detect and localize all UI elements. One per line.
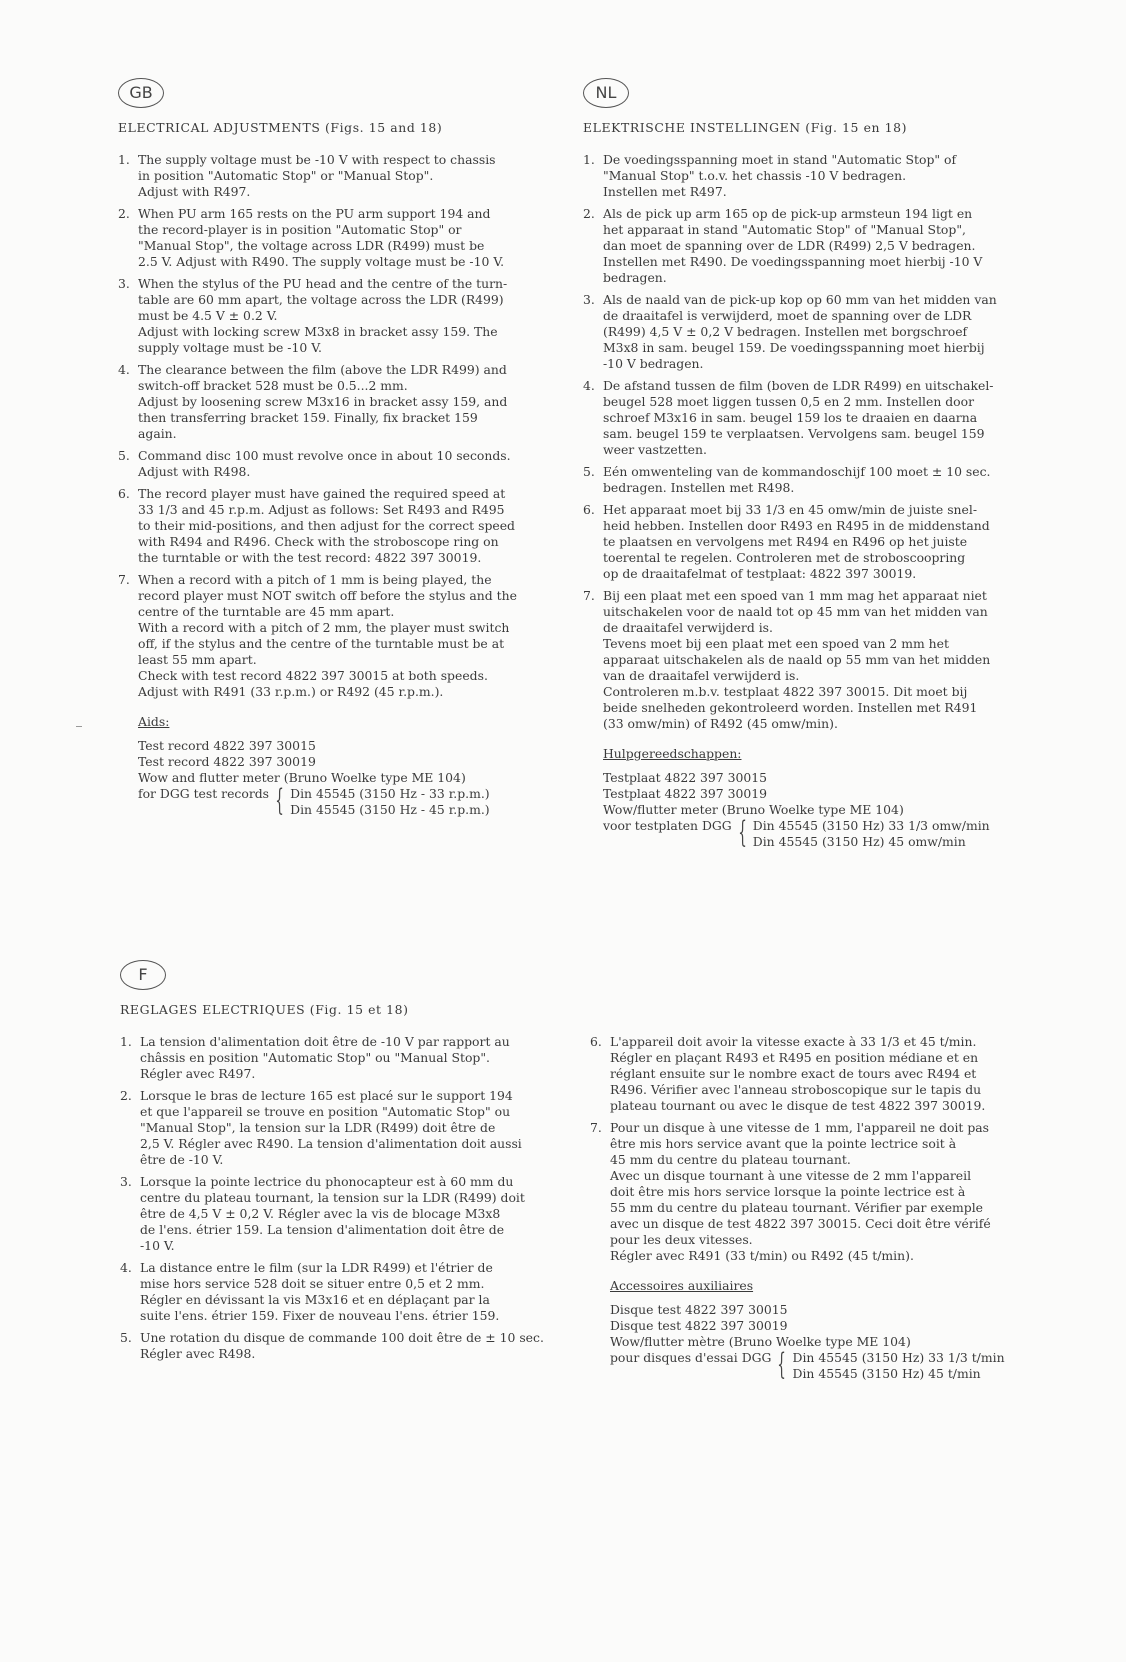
step-line: Check with test record 4822 397 30015 at both speeds. xyxy=(138,668,488,683)
step-line: Het apparaat moet bij 33 1/3 en 45 omw/min de juiste snel- xyxy=(603,502,978,517)
step-line: Controleren m.b.v. testplaat 4822 397 30015. Dit moet bij xyxy=(603,684,968,699)
step-line: de draaitafel is verwijderd, moet de spanning over de LDR xyxy=(603,308,972,323)
f-language-badge: F xyxy=(120,960,166,990)
step-item xyxy=(583,464,1023,496)
step-item xyxy=(583,588,1023,732)
aids-brace-item: Din 45545 (3150 Hz) 33 1/3 omw/min xyxy=(752,818,990,833)
step-line: When the stylus of the PU head and the centre of the turn- xyxy=(138,276,508,291)
step-line: -10 V. xyxy=(140,1238,175,1253)
step-line: 45 mm du centre du plateau tournant. xyxy=(610,1152,851,1167)
f-heading: REGLAGES ELECTRIQUES (Fig. 15 et 18) xyxy=(120,1002,409,1017)
aids-line: Test record 4822 397 30015 xyxy=(138,738,316,753)
step-line: toerental te regelen. Controleren met de stroboscoopring xyxy=(603,550,966,565)
gb-aids xyxy=(118,738,578,818)
step-number: 5. xyxy=(583,464,595,479)
step-line: M3x8 in sam. beugel 159. De voedingsspanning moet hierbij xyxy=(603,340,985,355)
step-line: doit être mis hors service lorsque la pointe lectrice est à xyxy=(610,1184,966,1199)
step-line: op de draaitafelmat of testplaat: 4822 397 30019. xyxy=(603,566,917,581)
step-item xyxy=(118,362,578,442)
aids-brace-item: Din 45545 (3150 Hz) 33 1/3 t/min xyxy=(792,1350,1005,1365)
gb-section xyxy=(118,78,578,818)
step-line: "Manual Stop" t.o.v. het chassis -10 V bedragen. xyxy=(603,168,907,183)
step-line: mise hors service 528 doit se situer entre 0,5 et 2 mm. xyxy=(140,1276,485,1291)
aids-brace-item: Din 45545 (3150 Hz - 45 r.p.m.) xyxy=(290,802,490,817)
nl-section xyxy=(583,78,1023,850)
margin-mark xyxy=(76,726,82,727)
step-line: Une rotation du disque de commande 100 doit être de ± 10 sec. xyxy=(140,1330,544,1345)
aids-brace-items xyxy=(753,818,990,850)
step-item xyxy=(590,1034,1030,1114)
aids-line: Testplaat 4822 397 30015 xyxy=(603,770,768,785)
step-line: het apparaat in stand "Automatic Stop" of "Manual Stop", xyxy=(603,222,966,237)
step-item xyxy=(118,206,578,270)
step-line: centre of the turntable are 45 mm apart. xyxy=(138,604,395,619)
step-number: 1. xyxy=(583,152,595,167)
step-line: to their mid-positions, and then adjust for the correct speed xyxy=(138,518,515,533)
step-line: Als de naald van de pick-up kop op 60 mm van het midden van xyxy=(603,292,997,307)
step-line: "Manual Stop", the voltage across LDR (R499) must be xyxy=(138,238,485,253)
step-line: Régler avec R491 (33 t/min) ou R492 (45 t/min). xyxy=(610,1248,914,1263)
step-line: te plaatsen en vervolgens met R494 en R496 op het juiste xyxy=(603,534,968,549)
f-section xyxy=(120,960,580,1368)
step-line: supply voltage must be -10 V. xyxy=(138,340,322,355)
step-number: 6. xyxy=(118,486,130,501)
step-number: 2. xyxy=(583,206,595,221)
f-steps-list-left xyxy=(120,1034,580,1362)
step-line: L'appareil doit avoir la vitesse exacte à 33 1/3 et 45 t/min. xyxy=(610,1034,977,1049)
step-line: again. xyxy=(138,426,177,441)
step-line: apparaat uitschakelen als de naald op 55 mm van het midden xyxy=(603,652,991,667)
nl-steps-list xyxy=(583,152,1023,732)
gb-heading: ELECTRICAL ADJUSTMENTS (Figs. 15 and 18) xyxy=(118,120,443,135)
step-item xyxy=(583,152,1023,200)
aids-brace-item: Din 45545 (3150 Hz - 33 r.p.m.) xyxy=(290,786,490,801)
gb-aids-title: Aids: xyxy=(138,714,170,729)
step-line: de l'ens. étrier 159. La tension d'alimentation doit être de xyxy=(140,1222,505,1237)
step-line: the turntable or with the test record: 4822 397 30019. xyxy=(138,550,482,565)
step-line: dan moet de spanning over de LDR (R499) 2,5 V bedragen. xyxy=(603,238,976,253)
step-line: the record-player is in position "Automatic Stop" or xyxy=(138,222,462,237)
step-number: 3. xyxy=(120,1174,132,1189)
aids-brace-item: Din 45545 (3150 Hz) 45 t/min xyxy=(792,1366,981,1381)
step-line: With a record with a pitch of 2 mm, the player must switch xyxy=(138,620,510,635)
aids-brace-items xyxy=(290,786,489,818)
step-line: then transferring bracket 159. Finally, fix bracket 159 xyxy=(138,410,478,425)
f-aids-title: Accessoires auxiliaires xyxy=(610,1278,754,1293)
step-line: Adjust with R498. xyxy=(138,464,251,479)
step-line: heid hebben. Instellen door R493 en R495 in de middenstand xyxy=(603,518,990,533)
step-line: être mis hors service avant que la pointe lectrice soit à xyxy=(610,1136,957,1151)
aids-line: Testplaat 4822 397 30019 xyxy=(603,786,768,801)
nl-aids-title: Hulpgereedschappen: xyxy=(603,746,742,761)
aids-line: Disque test 4822 397 30015 xyxy=(610,1302,788,1317)
step-line: Adjust with R491 (33 r.p.m.) or R492 (45 r.p.m.). xyxy=(138,684,444,699)
step-line: De afstand tussen de film (boven de LDR R499) en uitschakel- xyxy=(603,378,994,393)
step-item xyxy=(118,572,578,700)
step-number: 2. xyxy=(118,206,130,221)
aids-brace-items xyxy=(793,1350,1005,1382)
step-line: beugel 528 moet liggen tussen 0,5 en 2 mm. Instellen door xyxy=(603,394,975,409)
step-item xyxy=(118,448,578,480)
step-line: 2,5 V. Régler avec R490. La tension d'alimentation doit aussi xyxy=(140,1136,522,1151)
step-line: must be 4.5 V ± 0.2 V. xyxy=(138,308,278,323)
step-item xyxy=(118,152,578,200)
aids-line: Wow and flutter meter (Bruno Woelke type ME 104) xyxy=(138,770,466,785)
step-number: 3. xyxy=(583,292,595,307)
step-item xyxy=(120,1174,580,1254)
step-line: Command disc 100 must revolve once in about 10 seconds. xyxy=(138,448,511,463)
step-number: 4. xyxy=(120,1260,132,1275)
aids-line: Wow/flutter mètre (Bruno Woelke type ME 104) xyxy=(610,1334,911,1349)
step-line: least 55 mm apart. xyxy=(138,652,257,667)
step-item xyxy=(118,486,578,566)
step-line: Régler avec R498. xyxy=(140,1346,256,1361)
step-line: Bij een plaat met een spoed van 1 mm mag het apparaat niet xyxy=(603,588,987,603)
step-line: record player must NOT switch off before the stylus and the xyxy=(138,588,517,603)
nl-language-badge: NL xyxy=(583,78,629,108)
step-number: 7. xyxy=(590,1120,602,1135)
step-line: suite l'ens. étrier 159. Fixer de nouveau l'ens. étrier 159. xyxy=(140,1308,500,1323)
step-line: bedragen. xyxy=(603,270,667,285)
step-number: 6. xyxy=(583,502,595,517)
step-line: Pour un disque à une vitesse de 1 mm, l'appareil ne doit pas xyxy=(610,1120,990,1135)
step-line: Avec un disque tournant à une vitesse de 2 mm l'appareil xyxy=(610,1168,972,1183)
step-line: et que l'appareil se trouve en position "Automatic Stop" ou xyxy=(140,1104,511,1119)
step-item xyxy=(583,378,1023,458)
step-line: Als de pick up arm 165 op de pick-up armsteun 194 ligt en xyxy=(603,206,973,221)
aids-brace-item: Din 45545 (3150 Hz) 45 omw/min xyxy=(752,834,966,849)
step-line: Régler en dévissant la vis M3x16 et en déplaçant par la xyxy=(140,1292,490,1307)
step-number: 3. xyxy=(118,276,130,291)
step-number: 1. xyxy=(118,152,130,167)
step-line: Lorsque la pointe lectrice du phonocapteur est à 60 mm du xyxy=(140,1174,514,1189)
step-line: châssis en position "Automatic Stop" ou "Manual Stop". xyxy=(140,1050,490,1065)
step-line: pour les deux vitesses. xyxy=(610,1232,753,1247)
step-line: The record player must have gained the required speed at xyxy=(138,486,506,501)
step-item xyxy=(120,1330,580,1362)
step-line: centre du plateau tournant, la tension sur la LDR (R499) doit xyxy=(140,1190,525,1205)
f-steps-list-right xyxy=(590,1034,1030,1264)
step-line: La distance entre le film (sur la LDR R499) et l'étrier de xyxy=(140,1260,493,1275)
step-line: The supply voltage must be -10 V with respect to chassis xyxy=(138,152,496,167)
aids-line: Disque test 4822 397 30019 xyxy=(610,1318,788,1333)
step-line: Tevens moet bij een plaat met een spoed van 2 mm het xyxy=(603,636,949,651)
step-item xyxy=(118,276,578,356)
step-line: When a record with a pitch of 1 mm is being played, the xyxy=(138,572,492,587)
step-line: La tension d'alimentation doit être de -10 V par rapport au xyxy=(140,1034,510,1049)
step-line: The clearance between the film (above the LDR R499) and xyxy=(138,362,507,377)
aids-brace-label: voor testplaten DGG xyxy=(603,818,732,833)
step-number: 4. xyxy=(118,362,130,377)
step-line: switch-off bracket 528 must be 0.5...2 mm. xyxy=(138,378,408,393)
f-aids xyxy=(590,1302,1030,1382)
step-number: 5. xyxy=(118,448,130,463)
step-line: 2.5 V. Adjust with R490. The supply voltage must be -10 V. xyxy=(138,254,505,269)
step-line: with R494 and R496. Check with the stroboscope ring on xyxy=(138,534,499,549)
step-line: Régler avec R497. xyxy=(140,1066,256,1081)
aids-line: Test record 4822 397 30019 xyxy=(138,754,316,769)
step-line: Régler en plaçant R493 et R495 en position médiane et en xyxy=(610,1050,979,1065)
brace-symbol: { xyxy=(737,815,747,850)
step-number: 4. xyxy=(583,378,595,393)
step-number: 7. xyxy=(118,572,130,587)
step-item xyxy=(120,1034,580,1082)
step-line: table are 60 mm apart, the voltage across the LDR (R499) xyxy=(138,292,504,307)
step-number: 5. xyxy=(120,1330,132,1345)
step-line: schroef M3x16 in sam. beugel 159 los te draaien en daarna xyxy=(603,410,978,425)
step-item xyxy=(583,206,1023,286)
step-item xyxy=(583,502,1023,582)
step-line: bedragen. Instellen met R498. xyxy=(603,480,795,495)
step-line: Instellen met R497. xyxy=(603,184,727,199)
aids-brace-label: for DGG test records xyxy=(138,786,270,801)
step-item xyxy=(120,1088,580,1168)
aids-brace-group xyxy=(603,815,1023,850)
step-line: (R499) 4,5 V ± 0,2 V bedragen. Instellen met borgschroef xyxy=(603,324,968,339)
step-number: 2. xyxy=(120,1088,132,1103)
nl-aids xyxy=(583,770,1023,850)
aids-brace-label: pour disques d'essai DGG xyxy=(610,1350,772,1365)
brace-symbol: { xyxy=(777,1347,787,1382)
step-line: Lorsque le bras de lecture 165 est placé sur le support 194 xyxy=(140,1088,513,1103)
step-line: weer vastzetten. xyxy=(603,442,707,457)
step-line: avec un disque de test 4822 397 30015. Ceci doit être vérifé xyxy=(610,1216,991,1231)
step-item xyxy=(590,1120,1030,1264)
step-line: R496. Vérifier avec l'anneau stroboscopique sur le tapis du xyxy=(610,1082,982,1097)
step-line: off, if the stylus and the centre of the turntable must be at xyxy=(138,636,505,651)
step-line: 55 mm du centre du plateau tournant. Vérifier par exemple xyxy=(610,1200,984,1215)
step-line: sam. beugel 159 te verplaatsen. Vervolgens sam. beugel 159 xyxy=(603,426,985,441)
step-line: de draaitafel verwijderd is. xyxy=(603,620,773,635)
aids-brace-group xyxy=(610,1347,1030,1382)
step-line: beide snelheden gekontroleerd worden. Instellen met R491 xyxy=(603,700,978,715)
step-line: être de -10 V. xyxy=(140,1152,224,1167)
aids-line: Wow/flutter meter (Bruno Woelke type ME 104) xyxy=(603,802,904,817)
f-section-right xyxy=(590,1034,1030,1382)
step-line: (33 omw/min) of R492 (45 omw/min). xyxy=(603,716,838,731)
gb-language-badge: GB xyxy=(118,78,164,108)
brace-symbol: { xyxy=(275,783,284,818)
step-line: Adjust with locking screw M3x8 in bracket assy 159. The xyxy=(138,324,498,339)
step-line: -10 V bedragen. xyxy=(603,356,704,371)
step-line: When PU arm 165 rests on the PU arm support 194 and xyxy=(138,206,491,221)
step-line: van de draaitafel verwijderd is. xyxy=(603,668,800,683)
step-number: 7. xyxy=(583,588,595,603)
aids-brace-group xyxy=(138,783,578,818)
step-line: "Manual Stop", la tension sur la LDR (R499) doit être de xyxy=(140,1120,496,1135)
step-line: plateau tournant ou avec le disque de test 4822 397 30019. xyxy=(610,1098,986,1113)
step-line: être de 4,5 V ± 0,2 V. Régler avec la vis de blocage M3x8 xyxy=(140,1206,501,1221)
nl-heading: ELEKTRISCHE INSTELLINGEN (Fig. 15 en 18) xyxy=(583,120,908,135)
step-line: uitschakelen voor de naald tot op 45 mm van het midden van xyxy=(603,604,988,619)
step-line: in position "Automatic Stop" or "Manual Stop". xyxy=(138,168,434,183)
step-number: 6. xyxy=(590,1034,602,1049)
step-line: réglant ensuite sur le nombre exact de tours avec R494 et xyxy=(610,1066,977,1081)
gb-steps-list xyxy=(118,152,578,700)
step-line: 33 1/3 and 45 r.p.m. Adjust as follows: Set R493 and R495 xyxy=(138,502,505,517)
step-line: Adjust by loosening screw M3x16 in bracket assy 159, and xyxy=(138,394,508,409)
step-line: Eén omwenteling van de kommandoschijf 100 moet ± 10 sec. xyxy=(603,464,991,479)
step-number: 1. xyxy=(120,1034,132,1049)
step-line: De voedingsspanning moet in stand "Automatic Stop" of xyxy=(603,152,957,167)
step-line: Adjust with R497. xyxy=(138,184,251,199)
step-item xyxy=(583,292,1023,372)
step-item xyxy=(120,1260,580,1324)
step-line: Instellen met R490. De voedingsspanning moet hierbij -10 V xyxy=(603,254,983,269)
